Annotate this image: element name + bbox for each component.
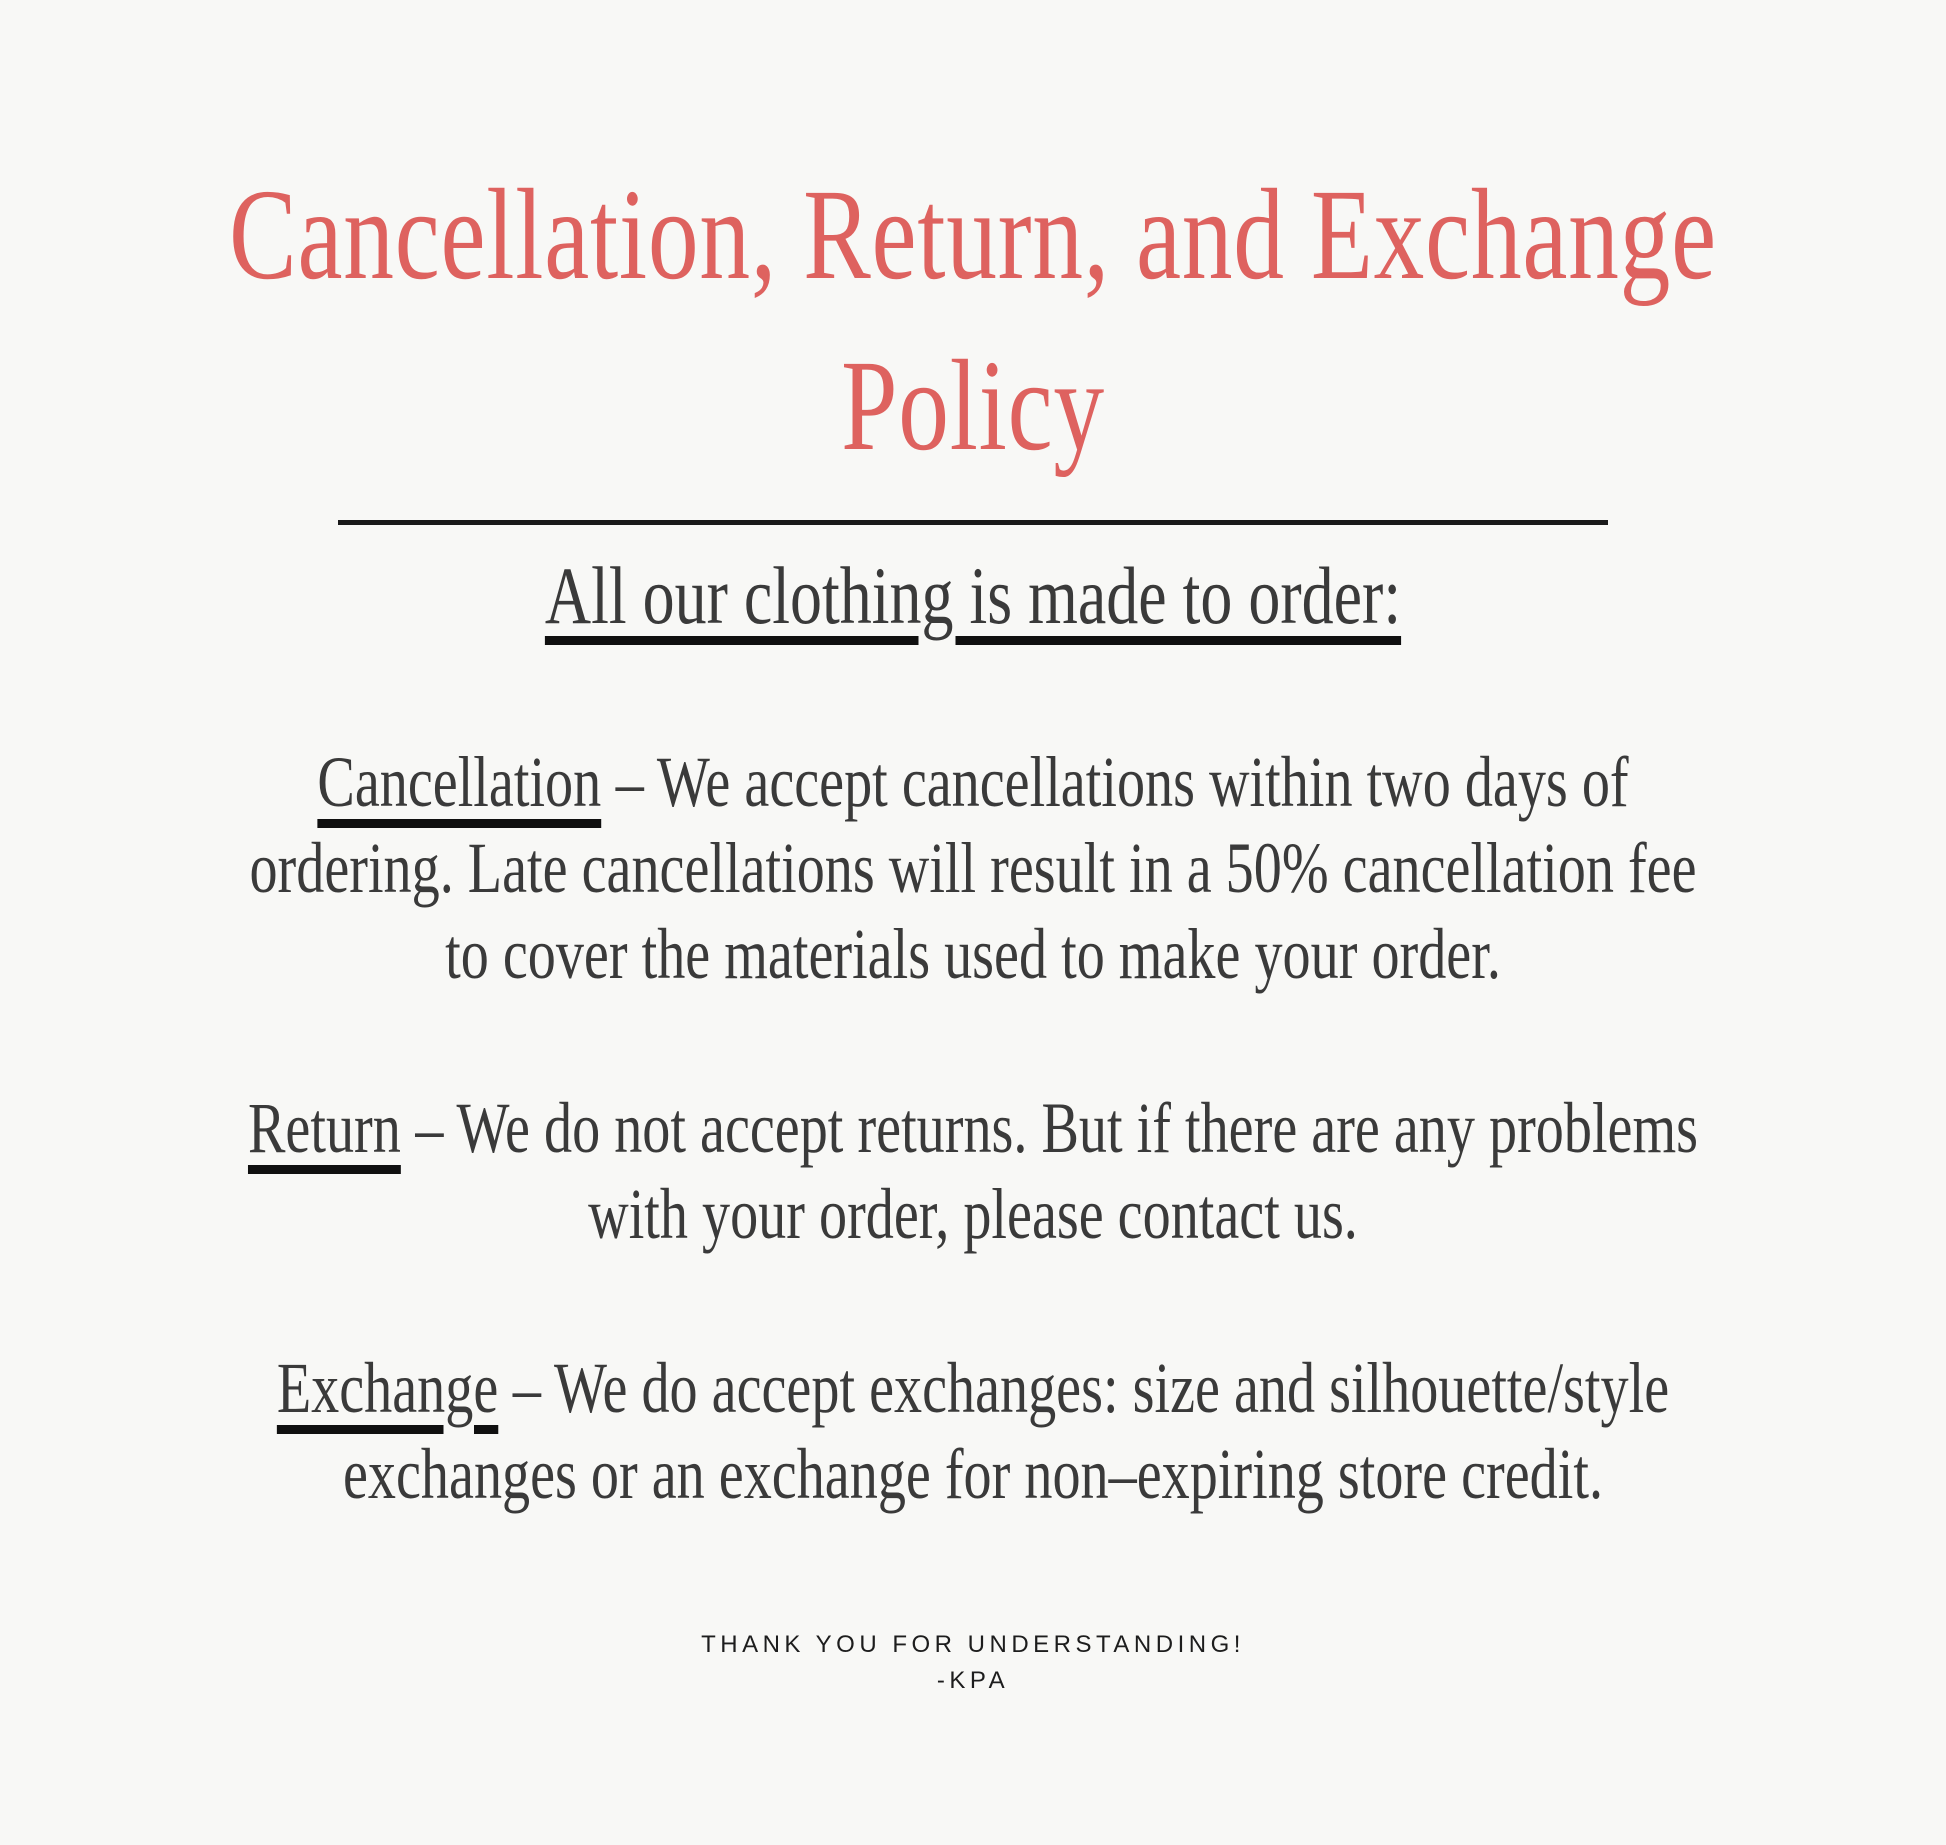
keyword-return: Return [247, 1088, 401, 1168]
section-return [214, 1085, 1732, 1257]
section-exchange-line-2: exchanges or an exchange for non–expiring store credit. [343, 1434, 1603, 1514]
divider-line [338, 520, 1608, 525]
subtitle-text: All our clothing is made to order: [544, 550, 1402, 641]
section-return-line-1 [214, 1085, 1732, 1171]
section-return-line-2: with your order, please contact us. [588, 1174, 1358, 1254]
footer-signature: -KPA [936, 1667, 1010, 1694]
section-cancellation-line-3: to cover the materials used to make your order. [445, 914, 1501, 994]
section-cancellation-line-2: ordering. Late cancellations will result in a 50% cancellation fee [249, 828, 1697, 908]
keyword-exchange: Exchange [276, 1348, 499, 1428]
section-cancellation-line-1 [214, 739, 1732, 825]
subtitle [214, 541, 1732, 651]
page-title-line-2: Policy [841, 334, 1105, 478]
page-title-line-1: Cancellation, Return, and Exchange [229, 163, 1717, 307]
keyword-cancellation: Cancellation [317, 742, 602, 822]
section-cancellation [214, 739, 1732, 997]
section-cancellation-text-1: – We accept cancellations within two days of [615, 742, 1629, 822]
footer-thanks: THANK YOU FOR UNDERSTANDING! [701, 1631, 1245, 1658]
footer [0, 1627, 1946, 1699]
section-exchange-line-1 [214, 1345, 1732, 1431]
section-exchange [214, 1345, 1732, 1517]
page-title [214, 0, 1732, 492]
section-exchange-text-1: – We do accept exchanges: size and silhouette/style [512, 1348, 1670, 1428]
section-return-text-1: – We do not accept returns. But if there are any problems [415, 1088, 1699, 1168]
